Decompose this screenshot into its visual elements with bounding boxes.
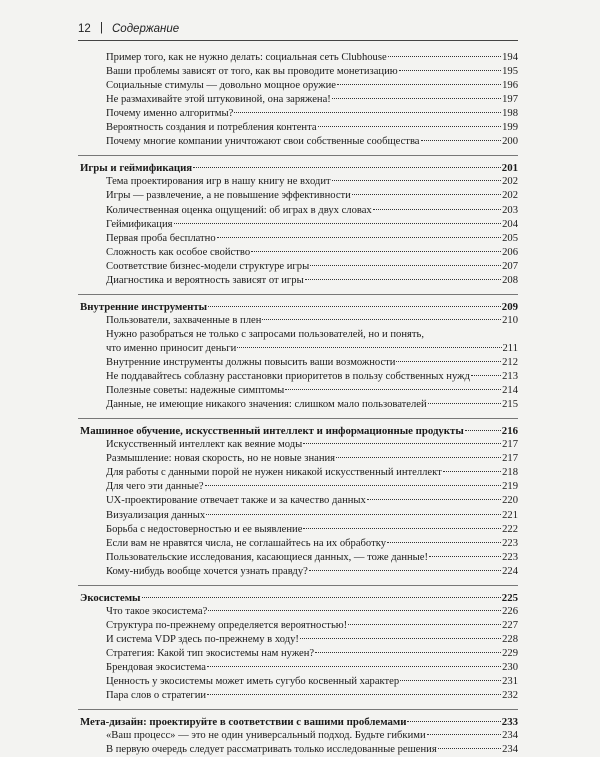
page-number: 12	[78, 23, 91, 35]
page-ref: 211	[502, 342, 518, 354]
dot-leader	[285, 389, 501, 390]
chapter-divider	[78, 585, 518, 586]
dot-leader	[309, 570, 501, 571]
page-ref: 217	[502, 453, 518, 465]
toc-chapter[interactable]	[78, 161, 518, 175]
page-ref: 219	[502, 481, 518, 493]
dot-leader	[251, 251, 501, 252]
dot-leader	[305, 279, 501, 280]
dot-leader	[387, 542, 501, 543]
dot-leader	[348, 624, 501, 625]
entry-title: Соответствие бизнес-модели структуре игры	[106, 260, 310, 272]
dot-leader	[407, 721, 500, 722]
page-ref: 227	[502, 619, 518, 631]
page-ref: 207	[502, 260, 518, 272]
dot-leader	[300, 638, 501, 639]
entry-title: Брендовая экосистема	[106, 662, 206, 673]
page-ref: 214	[502, 385, 518, 397]
toc-entry[interactable]	[78, 135, 518, 149]
toc-entry[interactable]	[78, 260, 518, 274]
page-ref: 229	[502, 647, 518, 659]
dot-leader	[400, 680, 501, 681]
dot-leader	[465, 430, 501, 431]
chapter-title: Экосистемы	[80, 591, 141, 604]
dot-leader	[443, 471, 501, 472]
entry-title: Полезные советы: надежные симптомы	[106, 385, 285, 397]
dot-leader	[310, 265, 501, 266]
toc-entry-continued: Нужно разобраться не только с запросами пользователей, но и понять,	[106, 328, 424, 340]
toc-chapter[interactable]	[78, 591, 518, 605]
dot-leader	[337, 84, 501, 85]
entry-title: Первая проба бесплатно	[106, 232, 216, 244]
toc-entry[interactable]	[78, 480, 518, 494]
entry-title: Структура по-прежнему определяется вероятностью!	[106, 619, 348, 631]
page-ref: 203	[502, 204, 518, 216]
chapter-title: Мета-дизайн: проектируйте в соответствии с вашими проблемами	[80, 716, 407, 729]
chapter-divider	[78, 418, 518, 419]
dot-leader	[142, 597, 501, 598]
toc-entry[interactable]	[78, 79, 518, 93]
page-ref: 225	[501, 591, 518, 604]
entry-title: Диагностика и вероятность зависят от игры	[106, 274, 304, 286]
toc-entry[interactable]	[78, 523, 518, 537]
toc-chapter[interactable]	[78, 424, 518, 438]
toc-entry[interactable]	[78, 356, 518, 370]
page-ref: 220	[502, 495, 518, 507]
toc-entry[interactable]	[78, 204, 518, 218]
toc-entry[interactable]	[78, 743, 518, 757]
dot-leader	[217, 237, 501, 238]
entry-title: Социальные стимулы — довольно мощное оружие	[106, 80, 336, 92]
page-ref: 202	[502, 190, 518, 202]
page-ref: 213	[502, 371, 518, 383]
entry-title: Стратегия: Какой тип экосистемы нам нужен?	[106, 647, 315, 659]
chapter-title: Внутренние инструменты	[80, 300, 208, 313]
entry-title: Вероятность создания и потребления контента	[106, 122, 317, 134]
toc-entry[interactable]	[78, 175, 518, 189]
dot-leader	[303, 528, 501, 529]
entry-title: Данные, не имеющие никакого значения: слишком мало пользователей	[106, 399, 427, 411]
toc-entry[interactable]	[78, 452, 518, 466]
dot-leader	[206, 514, 501, 515]
page-ref: 224	[502, 565, 518, 577]
page-ref: 217	[502, 439, 518, 451]
dot-leader	[208, 610, 501, 611]
page-ref: 209	[501, 300, 518, 313]
chapter-divider	[78, 709, 518, 710]
toc-chapter[interactable]	[78, 715, 518, 729]
page-ref: 212	[502, 357, 518, 368]
entry-title: Для чего эти данные?	[106, 481, 204, 493]
toc-entry[interactable]	[78, 65, 518, 79]
toc-entry[interactable]	[78, 565, 518, 579]
toc-entry[interactable]	[78, 509, 518, 523]
dot-leader	[303, 443, 501, 444]
toc-entry[interactable]	[78, 218, 518, 232]
entry-title: Борьба с недостоверностью и ее выявление	[106, 523, 303, 535]
page-ref: 194	[502, 52, 518, 63]
toc-entry[interactable]	[78, 314, 518, 328]
dot-leader	[315, 652, 501, 653]
page-ref: 196	[502, 80, 518, 92]
page-ref: 199	[502, 122, 518, 134]
entry-title: Что такое экосистема?	[106, 605, 208, 617]
toc-entry[interactable]	[78, 246, 518, 260]
page-ref: 202	[502, 176, 518, 188]
dot-leader	[367, 499, 501, 500]
toc-entry[interactable]	[78, 370, 518, 384]
entry-title: Геймификация	[106, 218, 173, 230]
toc-entry[interactable]	[78, 494, 518, 508]
page-ref: 234	[502, 730, 518, 742]
page-ref: 226	[502, 605, 518, 617]
page-ref: 216	[501, 425, 518, 438]
toc-entry[interactable]	[78, 51, 518, 65]
page-ref: 208	[502, 274, 518, 286]
toc-entry[interactable]	[78, 398, 518, 412]
page-ref: 223	[502, 537, 518, 549]
entry-title: Количественная оценка ощущений: об играх в двух словах	[106, 204, 372, 216]
dot-leader	[399, 70, 501, 71]
entry-title: Внутренние инструменты должны повысить ваши возможности	[106, 357, 396, 368]
toc-entry[interactable]	[78, 384, 518, 398]
page-ref: 230	[502, 662, 518, 673]
header-separator: |	[100, 22, 103, 34]
dot-leader	[471, 375, 501, 376]
chapter-title: Игры и геймификация	[80, 162, 193, 175]
entry-title: Не поддавайтесь соблазну расстановки приоритетов в пользу собственных нужд	[106, 371, 470, 383]
page-ref: 204	[502, 218, 518, 230]
toc-entry[interactable]	[78, 619, 518, 633]
toc-entry[interactable]	[78, 551, 518, 565]
dot-leader	[207, 666, 501, 667]
entry-title: Пользователи, захваченные в плен	[106, 314, 262, 326]
entry-title: Тема проектирования игр в нашу книгу не входит	[106, 176, 331, 188]
page-ref: 222	[502, 523, 518, 535]
dot-leader	[332, 180, 501, 181]
dot-leader	[421, 140, 502, 141]
entry-title: В первую очередь следует рассматривать только исследованные решения	[106, 744, 437, 756]
entry-title: И система VDP здесь по-прежнему в ходу!	[106, 633, 299, 645]
entry-title: Игры — развлечение, а не повышение эффективности	[106, 190, 351, 202]
entry-title: Ваши проблемы зависят от того, как вы проводите монетизацию	[106, 66, 398, 78]
toc-entry[interactable]	[78, 729, 518, 743]
dot-leader	[352, 194, 501, 195]
page-ref: 210	[502, 314, 518, 326]
toc-chapter[interactable]	[78, 300, 518, 314]
toc-entry[interactable]	[78, 633, 518, 647]
section-title: Содержание	[112, 23, 180, 35]
toc-entry[interactable]	[78, 232, 518, 246]
page-ref: 223	[502, 551, 518, 563]
entry-title: UX-проектирование отвечает также и за качество данных	[106, 495, 366, 507]
dot-leader	[174, 223, 502, 224]
page-ref: 228	[502, 633, 518, 645]
dot-leader	[318, 126, 502, 127]
page-ref: 198	[502, 108, 518, 120]
page-ref: 197	[502, 94, 518, 106]
page-ref: 215	[502, 399, 518, 411]
entry-title: Не размахивайте этой штуковиной, она заряжена!	[106, 94, 331, 106]
toc-entry[interactable]	[78, 121, 518, 135]
entry-title: Кому-нибудь вообще хочется узнать правду?	[106, 565, 308, 577]
dot-leader	[427, 734, 501, 735]
entry-title: Для работы с данными порой не нужен никакой искусственный интеллект	[106, 467, 442, 479]
page-ref: 232	[502, 690, 518, 702]
page-ref: 206	[502, 246, 518, 258]
header-rule	[78, 40, 518, 41]
entry-title: Если вам не нравятся числа, не соглашайтесь на их обработку	[106, 537, 386, 549]
dot-leader	[388, 56, 501, 57]
toc-entry[interactable]	[78, 661, 518, 675]
chapter-divider	[78, 294, 518, 295]
entry-title: Визуализация данных	[106, 509, 206, 521]
toc-entry[interactable]	[78, 675, 518, 689]
entry-title: Ценность у экосистемы может иметь сугубо косвенный характер	[106, 676, 400, 688]
toc-entry[interactable]	[78, 438, 518, 452]
entry-title: Пользовательские исследования, касающиеся данных, — тоже данные!	[106, 551, 429, 563]
entry-title: Почему многие компании уничтожают свои собственные сообщества	[106, 136, 420, 148]
toc-entry[interactable]	[78, 93, 518, 107]
toc-entry[interactable]	[78, 537, 518, 551]
dot-leader	[208, 306, 501, 307]
page-ref: 218	[502, 467, 518, 479]
dot-leader	[336, 457, 501, 458]
page-ref: 221	[502, 509, 518, 521]
dot-leader	[262, 319, 501, 320]
toc-entry[interactable]	[78, 689, 518, 703]
dot-leader	[207, 694, 501, 695]
entry-title: Искусственный интеллект как веяние моды	[106, 439, 303, 451]
page-ref: 205	[502, 232, 518, 244]
toc-entry[interactable]	[78, 647, 518, 661]
toc-entry[interactable]	[78, 342, 518, 356]
page-ref: 200	[502, 136, 518, 148]
chapter-title: Машинное обучение, искусственный интеллект и информационные продукты	[80, 425, 464, 438]
toc-entry[interactable]	[78, 274, 518, 288]
page-ref: 231	[502, 676, 518, 688]
page-ref: 234	[502, 744, 518, 756]
entry-title: что именно приносит деньги	[106, 342, 237, 354]
toc-entry[interactable]	[78, 189, 518, 203]
toc-entry[interactable]	[78, 466, 518, 480]
chapter-divider	[78, 155, 518, 156]
dot-leader	[332, 98, 501, 99]
dot-leader	[396, 361, 501, 362]
page-ref: 233	[501, 716, 518, 729]
dot-leader	[237, 347, 501, 348]
dot-leader	[438, 748, 501, 749]
page-ref: 195	[502, 66, 518, 78]
toc-entry[interactable]	[78, 107, 518, 121]
entry-title: Пара слов о стратегии	[106, 690, 207, 702]
entry-title: Размышление: новая скорость, но не новые знания	[106, 453, 336, 465]
entry-title: Почему именно алгоритмы?	[106, 108, 234, 120]
toc-entry[interactable]	[78, 605, 518, 619]
entry-title: Сложность как особое свойство	[106, 246, 251, 258]
dot-leader	[428, 403, 501, 404]
page-ref: 201	[501, 162, 518, 175]
dot-leader	[373, 209, 501, 210]
dot-leader	[205, 485, 502, 486]
dot-leader	[193, 167, 501, 168]
dot-leader	[234, 112, 501, 113]
entry-title: «Ваш процесс» — это не один универсальный подход. Будьте гибкими	[106, 730, 426, 742]
entry-title: Пример того, как не нужно делать: социальная сеть Clubhouse	[106, 52, 387, 63]
running-head	[78, 20, 518, 40]
dot-leader	[429, 556, 501, 557]
